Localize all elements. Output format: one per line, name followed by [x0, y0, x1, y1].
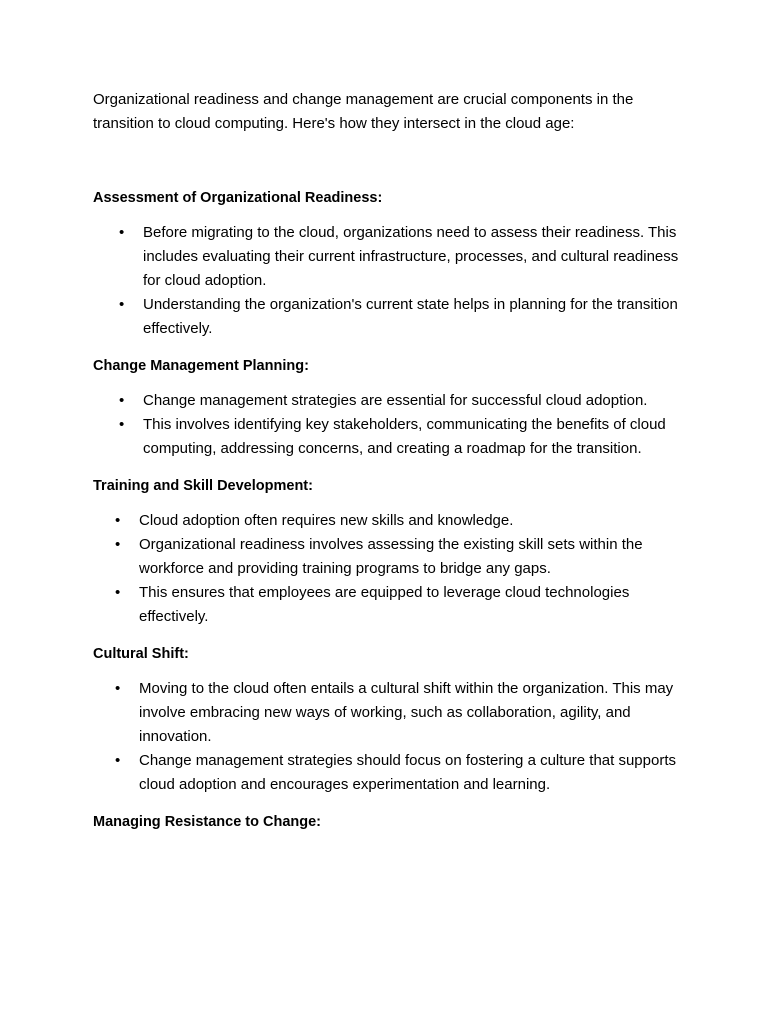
list-item: • Change management strategies are essential for successful cloud adoption. [93, 389, 693, 413]
section-training [93, 474, 693, 629]
list-item: • Change management strategies should focus on fostering a culture that supports cloud adoption and encourages experimentation and learning. [93, 749, 693, 797]
section-cultural-shift [93, 642, 693, 797]
section-heading: Managing Resistance to Change: [93, 814, 322, 830]
list-item: • This involves identifying key stakeholders, communicating the benefits of cloud computing, addressing concerns, and creating a roadmap for the transition. [93, 413, 693, 461]
bullet-list [93, 389, 693, 461]
list-item: • Organizational readiness involves assessing the existing skill sets within the workforce and providing training programs to bridge any gaps. [93, 533, 693, 581]
intro-paragraph: Organizational readiness and change management are crucial components in the transition to cloud computing. Here's how they intersect in the cloud age: [93, 91, 634, 132]
bullet-list [93, 509, 693, 629]
bullet-list [93, 677, 693, 797]
list-item: • Before migrating to the cloud, organizations need to assess their readiness. This includes evaluating their current infrastructure, processes, and cultural readiness for cloud adoption. [93, 221, 693, 293]
section-change-management [93, 354, 693, 461]
list-item: • Cloud adoption often requires new skills and knowledge. [93, 509, 693, 533]
section-heading: Cultural Shift: [93, 646, 189, 662]
section-managing-resistance [93, 810, 693, 834]
section-heading: Assessment of Organizational Readiness: [93, 190, 383, 206]
list-item: • Moving to the cloud often entails a cultural shift within the organization. This may involve embracing new ways of working, such as collaboration, agility, and innovation. [93, 677, 693, 749]
section-heading: Change Management Planning: [93, 358, 309, 374]
section-heading: Training and Skill Development: [93, 478, 313, 494]
list-item: • Understanding the organization's current state helps in planning for the transition effectively. [93, 293, 693, 341]
section-assessment [93, 186, 693, 341]
list-item: • This ensures that employees are equipped to leverage cloud technologies effectively. [93, 581, 693, 629]
document-body [93, 88, 693, 845]
bullet-list [93, 221, 693, 341]
